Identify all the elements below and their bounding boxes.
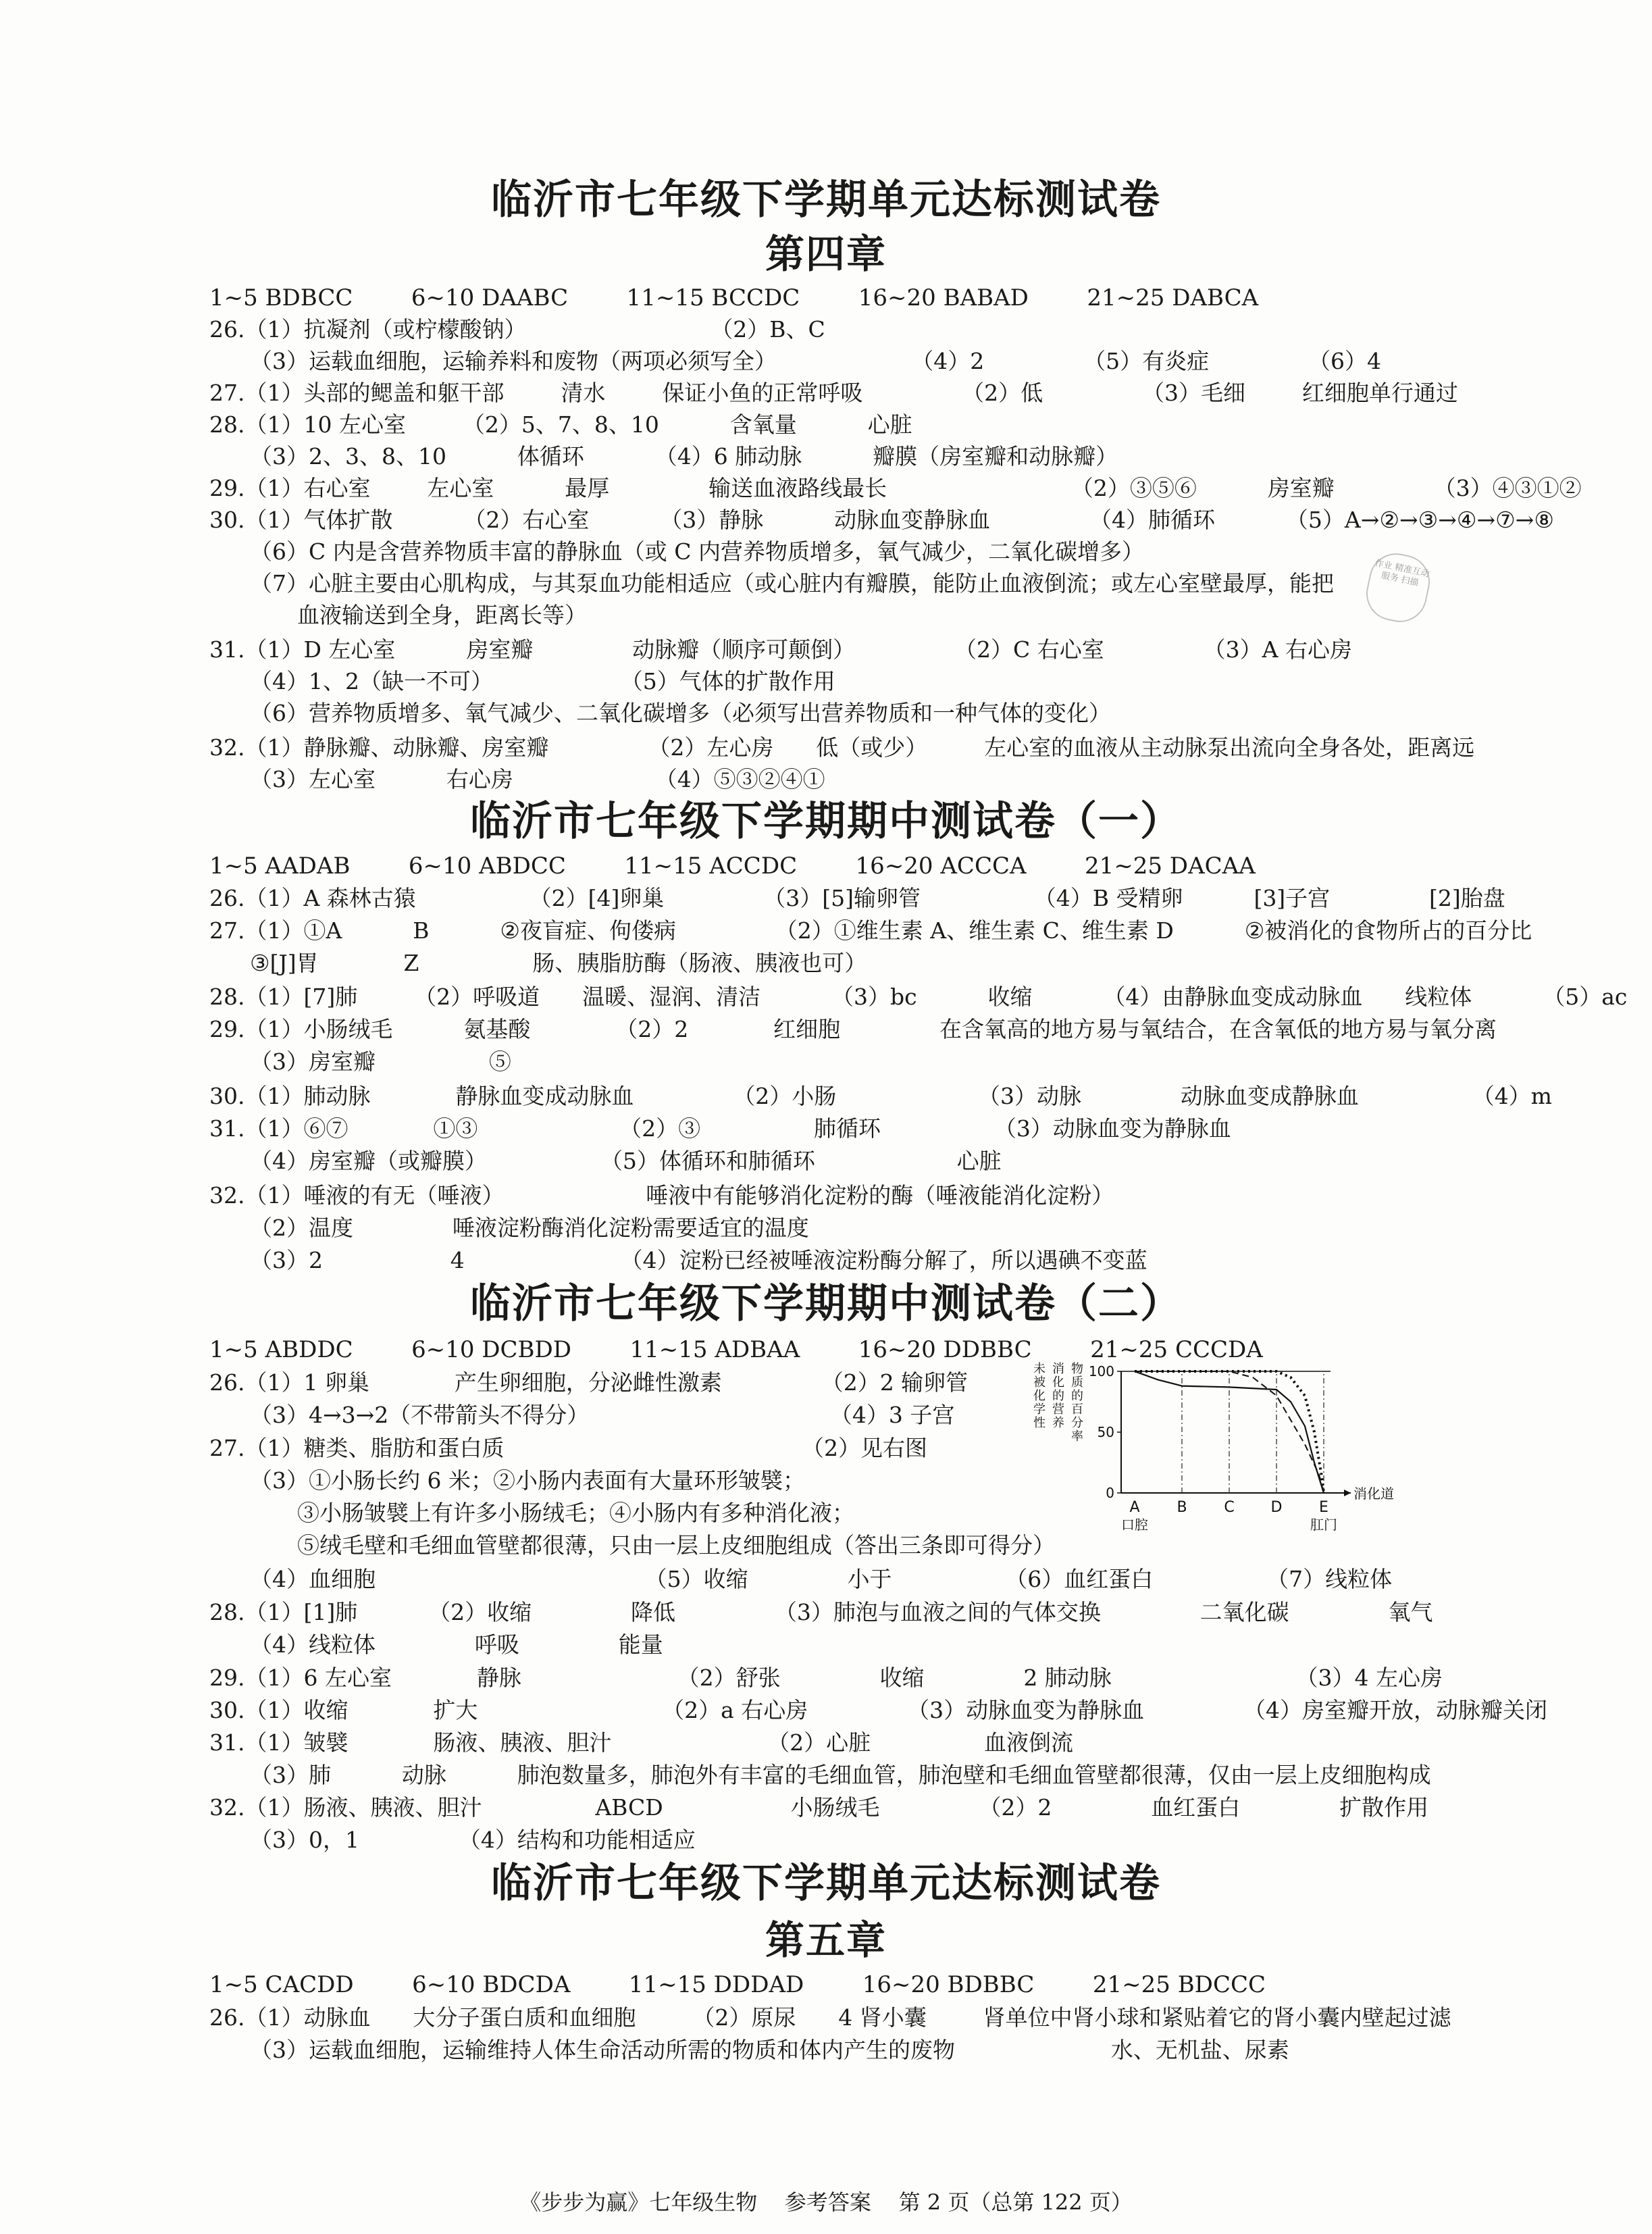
answer-line: （3）2、3、8、10 体循环 （4）6 肺动脉 瓣膜（房室瓣和动脉瓣） [250,443,1118,469]
answer-line: （3）左心室 右心房 （4）⑤③②④① [250,766,825,792]
answer-line: 27.（1）头部的鳃盖和躯干部 清水 保证小鱼的正常呼吸 （2）低 （3）毛细 红细胞单行通过 [209,380,1458,406]
ylabel-char: 养 [1052,1416,1064,1430]
answer-line: 29.（1）小肠绒毛 氨基酸 （2）2 红细胞 在含氧高的地方易与氧结合，在含氧低的地方易与氧分离 [209,1016,1497,1042]
answer-line: 26.（1）A 森林古猿 （2）[4]卵巢 （3）[5]输卵管 （4）B 受精卵 [3]子宫 [2]胎盘 [209,885,1505,911]
ylabel-char: 性 [1033,1416,1046,1430]
answer-line: （3）肺 动脉 肺泡数量多，肺泡外有丰富的毛细血管，肺泡壁和毛细血管壁都很薄，仅由一层上皮细胞构成 [250,1762,1431,1788]
answer-line: 32.（1）肠液、胰液、胆汁 ABCD 小肠绒毛 （2）2 血红蛋白 扩散作用 [209,1794,1429,1821]
answer-line: （6）C 内是含营养物质丰富的静脉血（或 C 内营养物质增多，氧气减少，二氧化碳增多） [250,538,1144,565]
answer-line: 28.（1）10 左心室 （2）5、7、8、10 含氧量 心脏 [209,411,912,438]
section4-mc-answers: 1~5 CACDD 6~10 BDCDA 11~15 DDDAD 16~20 BDBBC 21~25 BDCCC [209,1971,1266,1998]
ylabel-char: 的 [1071,1389,1083,1403]
y-tick-label: 100 [1088,1363,1114,1379]
page-footer: 《步步为赢》七年级生物 参考答案 第 2 页（总第 122 页） [519,2189,1133,2215]
answer-line: （4）房室瓣（或瓣膜） （5）体循环和肺循环 心脏 [250,1148,1002,1174]
section1-subtitle: 第四章 [765,231,887,277]
section2-title: 临沂市七年级下学期期中测试卷（一） [470,798,1182,845]
answer-line: （6）营养物质增多、氧气减少、二氧化碳增多（必须写出营养物质和一种气体的变化） [250,700,1111,726]
answer-line: 31.（1）皱襞 肠液、胰液、胆汁 （2）心脏 血液倒流 [209,1729,1073,1756]
answer-line: （4）1、2（缺一不可） （5）气体的扩散作用 [250,668,835,694]
answer-line: （3）运载血细胞，运输养料和废物（两项必须写全） （4）2 （5）有炎症 （6）4 [250,348,1381,374]
answer-line: 28.（1）[7]肺 （2）呼吸道 温暖、湿润、清洁 （3）bc 收缩 （4）由静脉血变成动脉血 线粒体 （5）ac [209,984,1628,1010]
section1-title: 临沂市七年级下学期单元达标测试卷 [491,176,1161,224]
answer-line: 32.（1）唾液的有无（唾液） 唾液中有能够消化淀粉的酶（唾液能消化淀粉） [209,1182,1114,1209]
x-tick-label: A [1129,1499,1140,1516]
answer-line: 26.（1）抗凝剂（或柠檬酸钠） （2）B、C [209,316,825,342]
x-tick-label: B [1177,1499,1187,1516]
ylabel-char: 分 [1071,1416,1083,1430]
ylabel-char: 物 [1071,1362,1083,1376]
x-tick-label: D [1270,1499,1283,1516]
answer-line: 血液输送到全身，距离长等） [297,602,587,628]
answer-line: 31.（1）⑥⑦ ①③ （2）③ 肺循环 （3）动脉血变为静脉血 [209,1115,1231,1142]
ylabel-char: 质 [1071,1375,1083,1390]
answer-line: （2）温度 唾液淀粉酶消化淀粉需要适宜的温度 [250,1215,809,1241]
y-tick-label: 0 [1106,1485,1114,1501]
answer-line: ③[J]胃 Z 肠、胰脂肪酶（肠液、胰液也可） [250,950,867,976]
section1-mc-answers: 1~5 BDBCC 6~10 DAABC 11~15 BCCDC 16~20 BABAD 21~25 DABCA [209,284,1259,311]
answer-line: 27.（1）①A B ②夜盲症、佝偻病 （2）①维生素 A、维生素 C、维生素 D ②被消化的食物所占的百分比 [209,917,1532,944]
section2-mc-answers: 1~5 AADAB 6~10 ABDCC 11~15 ACCDC 16~20 ACCCA 21~25 DACAA [209,853,1256,880]
answer-line: 31.（1）D 左心室 房室瓣 动脉瓣（顺序可颠倒） （2）C 右心室 （3）A 右心房 [209,636,1352,663]
chart-ylabel [1033,1362,1083,1444]
answer-line: 29.（1）6 左心室 静脉 （2）舒张 收缩 2 肺动脉 （3）4 左心房 [209,1665,1443,1691]
x-category-name: 口腔 [1121,1517,1148,1533]
ylabel-char: 的 [1052,1389,1064,1403]
answer-line: （3）①小肠长约 6 米；②小肠内表面有大量环形皱襞； [250,1467,805,1494]
ylabel-char: 率 [1071,1429,1083,1444]
digestion-chart [1013,1358,1432,1543]
x-tick-label: C [1224,1499,1235,1516]
digestion-chart-svg [1013,1358,1432,1540]
section4-title: 临沂市七年级下学期单元达标测试卷 [491,1860,1161,1907]
chart-labels [1089,1363,1394,1533]
section3-title: 临沂市七年级下学期期中测试卷（二） [470,1280,1182,1327]
qr-stamp: 作业 精准互动服务 扫描 [1362,549,1435,628]
answer-line: 32.（1）静脉瓣、动脉瓣、房室瓣 （2）左心房 低（或少） 左心室的血液从主动脉泵出流向全身各处，距离远 [209,734,1475,761]
answer-line: 26.（1）1 卵巢 产生卵细胞，分泌雌性激素 （2）2 输卵管 [209,1369,969,1396]
answer-line: 27.（1）糖类、脂肪和蛋白质 （2）见右图 [209,1435,928,1461]
ylabel-char: 消 [1052,1362,1064,1376]
x-category-name: 肛门 [1310,1517,1337,1533]
y-tick-label: 50 [1097,1424,1114,1440]
answer-line: ⑤绒毛壁和毛细血管壁都很薄，只由一层上皮细胞组成（答出三条即可得分） [297,1532,1055,1558]
answer-line: （3）0，1 （4）结构和功能相适应 [250,1827,696,1853]
answer-line: （4）血细胞 （5）收缩 小于 （6）血红蛋白 （7）线粒体 [250,1566,1393,1592]
ylabel-char: 学 [1033,1402,1046,1417]
ylabel-char: 百 [1071,1402,1083,1417]
answer-line: （3）4→3→2（不带箭头不得分） （4）3 子宫 [250,1402,955,1428]
ylabel-char: 未 [1033,1362,1046,1376]
answer-line: （4）线粒体 呼吸 能量 [250,1631,663,1658]
section4-subtitle: 第五章 [765,1917,887,1963]
ylabel-char: 被 [1033,1375,1046,1390]
ylabel-char: 化 [1033,1389,1046,1403]
answer-line: （3）房室瓣 ⑤ [250,1048,511,1075]
x-tick-label: E [1319,1499,1328,1516]
answer-line: ③小肠皱襞上有许多小肠绒毛；④小肠内有多种消化液； [297,1500,854,1526]
answer-line: 29.（1）右心室 左心室 最厚 输送血液路线最长 （2）③⑤⑥ 房室瓣 （3）④③①② [209,475,1582,501]
answer-line: 26.（1）动脉血 大分子蛋白质和血细胞 （2）原尿 4 肾小囊 肾单位中肾小球和紧贴着它的肾小囊内壁起过滤 [209,2004,1451,2031]
chart-axes [1117,1371,1351,1496]
answer-line: （7）心脏主要由心肌构成，与其泵血功能相适应（或心脏内有瓣膜，能防止血液倒流；或左心室壁最厚，能把 [250,570,1334,596]
ylabel-char: 营 [1052,1402,1064,1417]
answer-line: 30.（1）收缩 扩大 （2）a 右心房 （3）动脉血变为静脉血 （4）房室瓣开放，动脉瓣关闭 [209,1697,1547,1723]
x-axis-arrow [1344,1490,1351,1496]
answer-line: （3）运载血细胞，运输维持人体生命活动所需的物质和体内产生的废物 水、无机盐、尿素 [250,2037,1289,2063]
ylabel-char: 化 [1052,1375,1064,1390]
section3-mc-answers: 1~5 ABDDC 6~10 DCBDD 11~15 ADBAA 16~20 DDBBC 21~25 CCCDA [209,1336,1263,1363]
answer-line: 30.（1）肺动脉 静脉血变成动脉血 （2）小肠 （3）动脉 动脉血变成静脉血 （4）m [209,1083,1552,1109]
answer-line: 30.（1）气体扩散 （2）右心室 （3）静脉 动脉血变静脉血 （4）肺循环 （5）A→②→③→④→⑦→⑧ [209,507,1554,533]
x-axis-label: 消化道 [1353,1486,1394,1502]
answer-line: （3）2 4 （4）淀粉已经被唾液淀粉酶分解了，所以遇碘不变蓝 [250,1247,1147,1273]
answer-line: 28.（1）[1]肺 （2）收缩 降低 （3）肺泡与血液之间的气体交换 二氧化碳 氧气 [209,1599,1433,1625]
